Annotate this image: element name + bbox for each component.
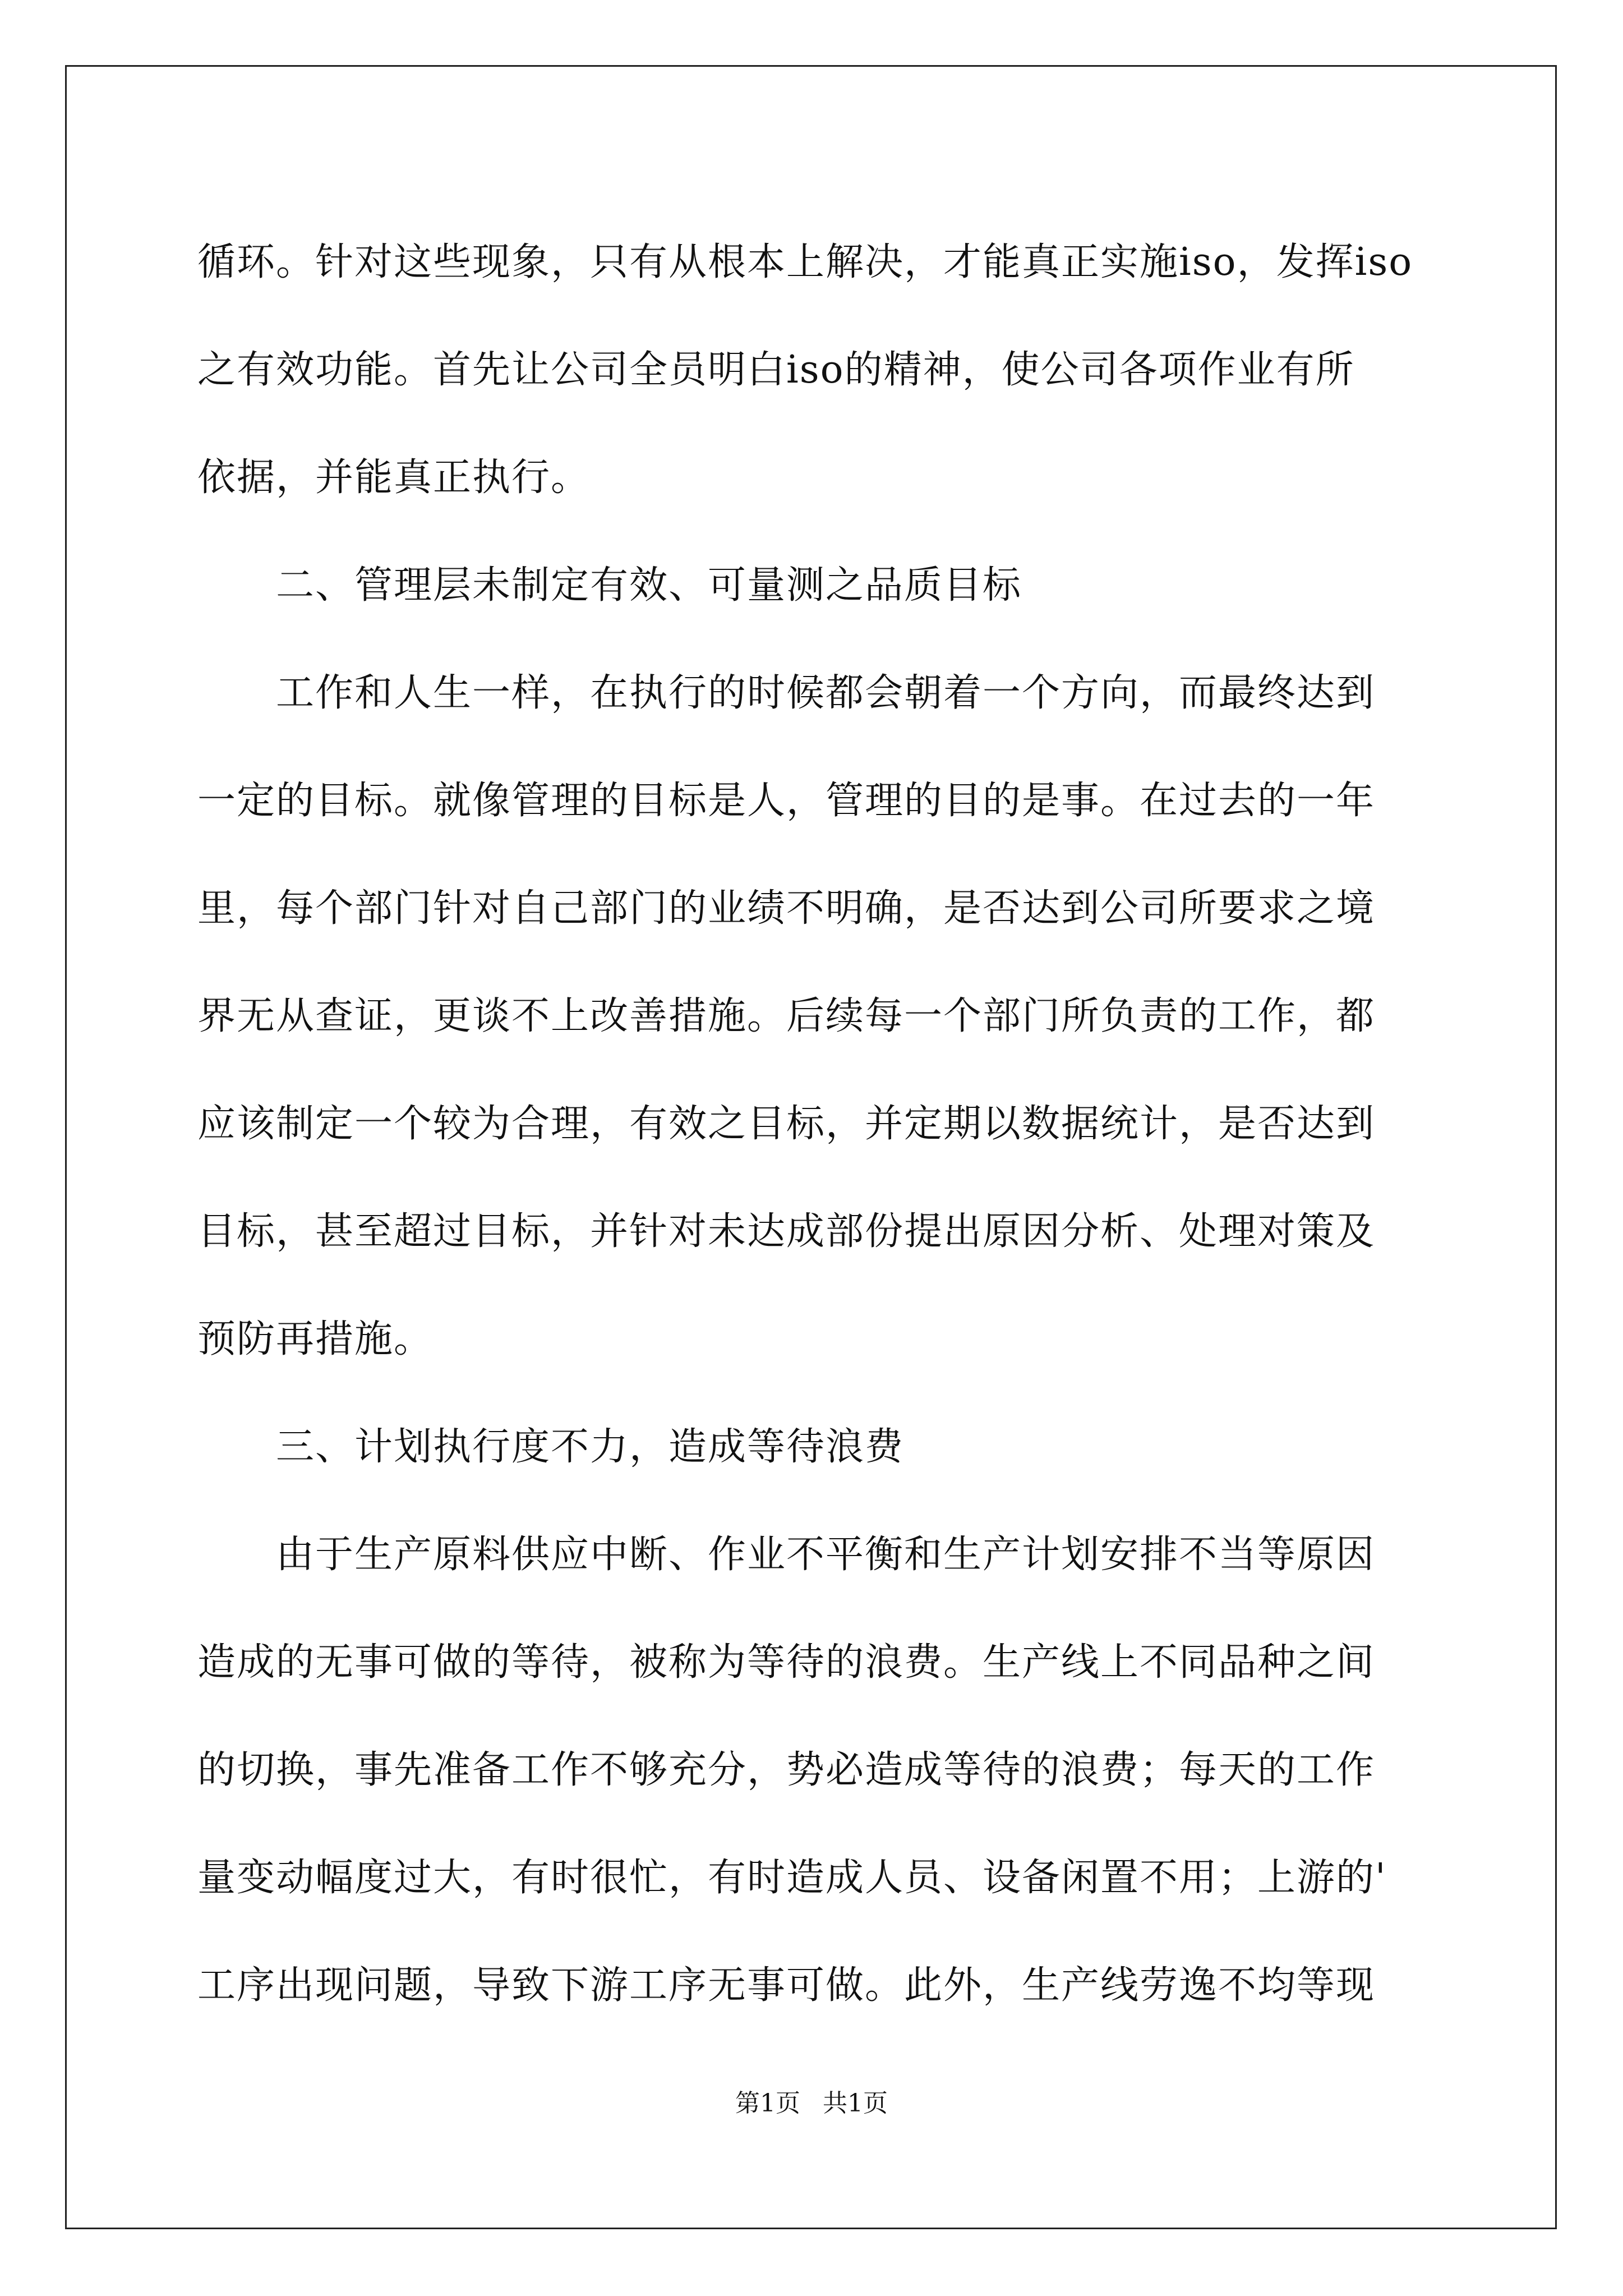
document-body: [197, 209, 1431, 2040]
text-line: 里，每个部门针对自己部门的业绩不明确，是否达到公司所要求之境: [197, 886, 1376, 931]
text-line: 预防再措施。: [197, 1317, 434, 1361]
text-line: 工序出现问题，导致下游工序无事可做。此外，生产线劳逸不均等现: [197, 1963, 1376, 2008]
text-line: 造成的无事可做的等待，被称为等待的浪费。生产线上不同品种之间: [197, 1640, 1376, 1685]
text-line: 界无从查证，更谈不上改善措施。后续每一个部门所负责的工作，都: [197, 994, 1376, 1038]
text-line: 由于生产原料供应中断、作业不平衡和生产计划安排不当等原因: [276, 1533, 1376, 1577]
text-line: 工作和人生一样，在执行的时候都会朝着一个方向，而最终达到: [276, 671, 1376, 715]
text-line: 应该制定一个较为合理，有效之目标，并定期以数据统计，是否达到: [197, 1102, 1376, 1146]
text-line: 一定的目标。就像管理的目标是人，管理的目的是事。在过去的一年: [197, 779, 1376, 823]
text-line: 量变动幅度过大，有时很忙，有时造成人员、设备闲置不用；上游的': [197, 1856, 1387, 1900]
page-total: 共1页: [823, 2089, 888, 2118]
text-line: 的切换，事先准备工作不够充分，势必造成等待的浪费；每天的工作: [197, 1748, 1376, 1792]
page-number: 第1页: [735, 2089, 800, 2118]
section-heading: 三、计划执行度不力，造成等待浪费: [276, 1425, 905, 1469]
page-footer: [0, 2087, 1623, 2120]
text-line: 循环。针对这些现象，只有从根本上解决，才能真正实施iso，发挥iso: [197, 240, 1413, 284]
text-line: 之有效功能。首先让公司全员明白iso的精神，使公司各项作业有所: [197, 348, 1355, 392]
section-heading: 二、管理层未制定有效、可量测之品质目标: [276, 563, 1022, 608]
text-line: 目标，甚至超过目标，并针对未达成部份提出原因分析、处理对策及: [197, 1209, 1376, 1254]
text-line: 依据，并能真正执行。: [197, 455, 591, 500]
